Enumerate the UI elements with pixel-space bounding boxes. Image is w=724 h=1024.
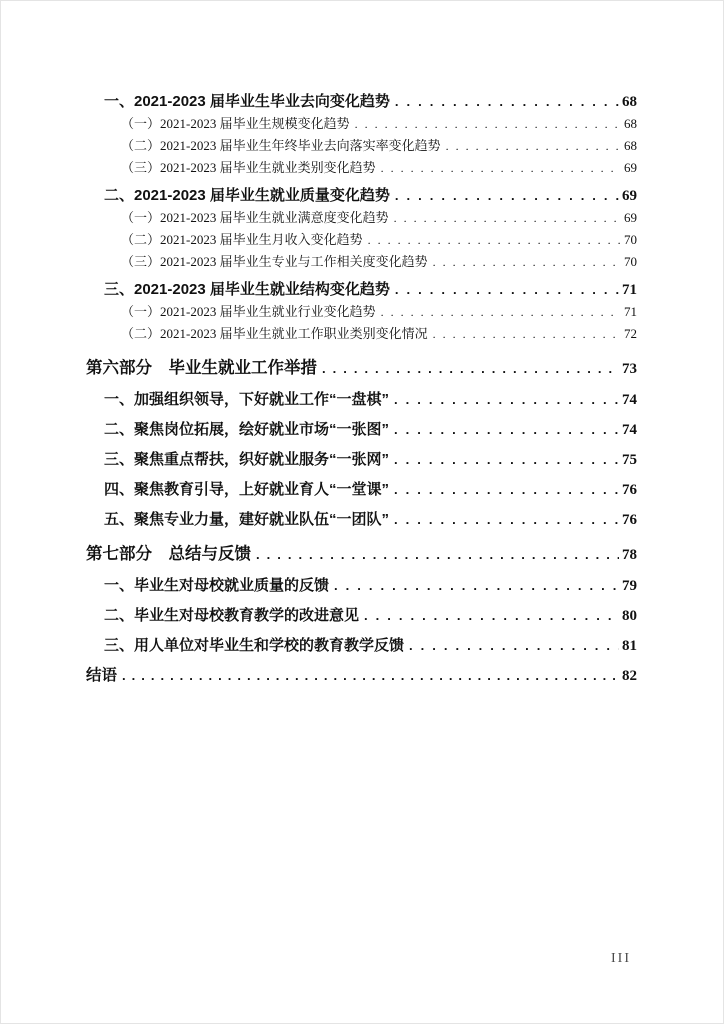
toc-entry-page: 70: [624, 232, 637, 247]
toc-entry-title: 结语: [86, 667, 118, 684]
dot-leader: [256, 542, 619, 567]
toc-entry-page: 74: [622, 422, 637, 438]
toc-entry-subsection: [121, 229, 637, 251]
toc-entry-page: 69: [624, 210, 637, 225]
toc-entry-title: 第六部分 毕业生就业工作举措: [86, 359, 317, 377]
dot-leader: [394, 449, 619, 471]
toc-entry-page: 71: [624, 304, 637, 319]
toc-entry-title: 一、2021-2023 届毕业生毕业去向变化趋势: [104, 93, 390, 110]
toc-entry-subsection: [121, 157, 637, 179]
toc-entry-page: 69: [624, 160, 637, 175]
dot-leader: [368, 229, 621, 251]
toc-entry-subsection: [121, 135, 637, 157]
toc-entry-page: 79: [622, 578, 637, 594]
toc-entry-title: 二、聚焦岗位拓展，绘好就业市场“一张图”: [104, 421, 390, 438]
toc-entry-title: 一、加强组织领导，下好就业工作“一盘棋”: [104, 391, 390, 408]
dot-leader: [394, 479, 619, 501]
toc-entry-item: [104, 479, 637, 501]
toc-entry-page: 75: [622, 452, 637, 468]
toc-entry-page: 74: [622, 392, 637, 408]
dot-leader: [122, 665, 619, 687]
toc-entry-section: [104, 91, 637, 113]
toc-entry-subsection: [121, 113, 637, 135]
toc-entry-page: 70: [624, 254, 637, 269]
toc-entry-subsection: [121, 301, 637, 323]
toc-entry-title: （三）2021-2023 届毕业生专业与工作相关度变化趋势: [121, 254, 428, 269]
toc-entry-item: [104, 509, 637, 531]
toc-entry-page: 80: [622, 608, 637, 624]
toc-entry-page: 68: [624, 138, 637, 153]
toc-entry-page: 68: [624, 116, 637, 131]
toc-entry-title: （二）2021-2023 届毕业生就业工作职业类别变化情况: [121, 326, 428, 341]
page-number-folio: III: [611, 951, 631, 966]
dot-leader: [433, 251, 621, 273]
dot-leader: [409, 635, 619, 657]
toc-entry-section: [104, 279, 637, 301]
toc-entry-page: 78: [622, 547, 637, 563]
toc-entry-title: 三、用人单位对毕业生和学校的教育教学反馈: [104, 637, 405, 654]
toc-entry-page: 76: [622, 482, 637, 498]
toc-entry-page: 73: [622, 361, 637, 377]
dot-leader: [381, 157, 621, 179]
toc-entry-item: [104, 389, 637, 411]
dot-leader: [395, 279, 619, 301]
toc-entry-conclusion: [86, 665, 637, 687]
toc-entry-page: 76: [622, 512, 637, 528]
toc-entry-title: （一）2021-2023 届毕业生就业满意度变化趋势: [121, 210, 389, 225]
dot-leader: [364, 605, 619, 627]
dot-leader: [446, 135, 621, 157]
toc-entry-title: （三）2021-2023 届毕业生就业类别变化趋势: [121, 160, 376, 175]
toc-entry-title: 第七部分 总结与反馈: [86, 545, 251, 563]
toc-entry-title: （二）2021-2023 届毕业生年终毕业去向落实率变化趋势: [121, 138, 441, 153]
toc-entry-page: 81: [622, 638, 637, 654]
dot-leader: [395, 185, 619, 207]
toc-entry-title: （二）2021-2023 届毕业生月收入变化趋势: [121, 232, 363, 247]
dot-leader: [381, 301, 621, 323]
toc-entry-item: [104, 575, 637, 597]
dot-leader: [322, 356, 619, 381]
dot-leader: [334, 575, 619, 597]
toc-entry-title: 四、聚焦教育引导，上好就业育人“一堂课”: [104, 481, 390, 498]
dot-leader: [394, 207, 621, 229]
toc-entry-part: [86, 356, 637, 381]
dot-leader: [394, 509, 619, 531]
toc-entry-section: [104, 185, 637, 207]
toc-entry-page: 72: [624, 326, 637, 341]
dot-leader: [355, 113, 621, 135]
dot-leader: [395, 91, 619, 113]
toc-entry-title: 五、聚焦专业力量，建好就业队伍“一团队”: [104, 511, 390, 528]
toc-entry-item: [104, 419, 637, 441]
dot-leader: [394, 389, 619, 411]
toc-entry-title: 二、2021-2023 届毕业生就业质量变化趋势: [104, 187, 390, 204]
toc-entry-title: 二、毕业生对母校教育教学的改进意见: [104, 607, 360, 624]
toc-entry-subsection: [121, 207, 637, 229]
dot-leader: [433, 323, 621, 345]
toc-entry-part: [86, 542, 637, 567]
dot-leader: [394, 419, 619, 441]
toc-entry-page: 71: [622, 282, 637, 298]
toc-entry-title: （一）2021-2023 届毕业生规模变化趋势: [121, 116, 350, 131]
toc-entry-item: [104, 605, 637, 627]
toc-entry-title: 一、毕业生对母校就业质量的反馈: [104, 577, 330, 594]
toc-entry-title: 三、2021-2023 届毕业生就业结构变化趋势: [104, 281, 390, 298]
toc-entry-subsection: [121, 251, 637, 273]
toc-entry-page: 82: [622, 668, 637, 684]
toc-entry-subsection: [121, 323, 637, 345]
toc-entry-item: [104, 635, 637, 657]
toc-entry-title: 三、聚焦重点帮扶，织好就业服务“一张网”: [104, 451, 390, 468]
toc-entry-item: [104, 449, 637, 471]
toc-entry-title: （一）2021-2023 届毕业生就业行业变化趋势: [121, 304, 376, 319]
toc-entry-page: 69: [622, 188, 637, 204]
table-of-contents: [86, 85, 637, 687]
toc-entry-page: 68: [622, 94, 637, 110]
